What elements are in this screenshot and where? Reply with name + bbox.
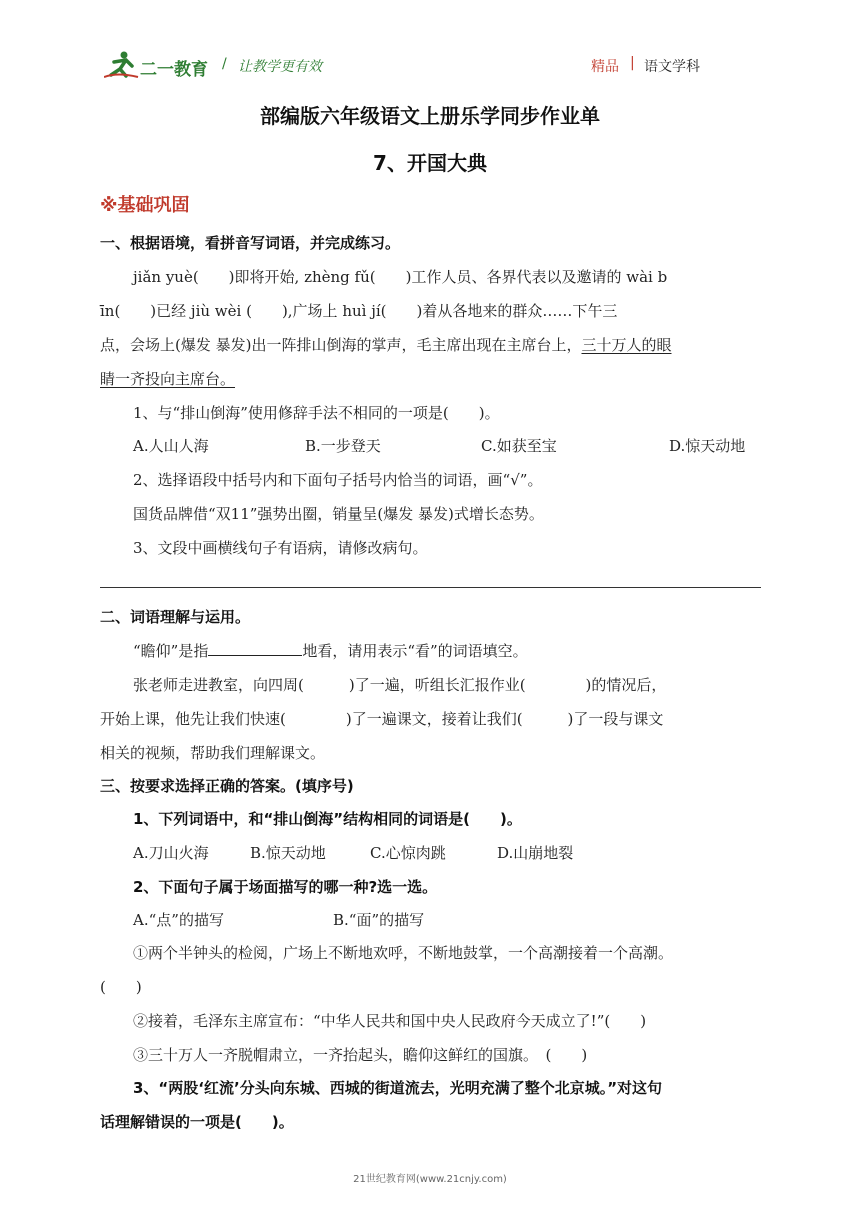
quality-badge: 精品 bbox=[591, 59, 619, 75]
q3-sub1-option-a: A.刀山火海 bbox=[133, 844, 209, 862]
q1-option-a: A.人山人海 bbox=[133, 437, 209, 455]
q3-sub2-option-b: B.“面”的描写 bbox=[333, 911, 425, 929]
q1-option-d: D.惊天动地 bbox=[669, 437, 746, 455]
q1-paragraph-line-3 bbox=[100, 334, 672, 355]
slogan-divider: / bbox=[222, 56, 227, 72]
q1-option-c: C.如获至宝 bbox=[481, 437, 557, 455]
q2-passage-line-2: 开始上课，他先让我们快速( )了一遍课文，接着让我们( )了一段与课文 bbox=[100, 710, 664, 728]
q1-sub3: 3、文段中画横线句子有语病，请修改病句。 bbox=[133, 539, 428, 557]
q1-sub2-sentence: 国货品牌借“双11”强势出圈，销量呈(爆发 暴发)式增长态势。 bbox=[133, 505, 544, 523]
q1-heading: 一、根据语境，看拼音写词语，并完成练习。 bbox=[100, 234, 401, 252]
q1-underlined-sentence-b: 睛一齐投向主席台。 bbox=[100, 370, 236, 388]
q3-sub2-option-a: A.“点”的描写 bbox=[133, 911, 224, 929]
logo bbox=[104, 50, 214, 80]
q3-sub1-option-d: D.山崩地裂 bbox=[497, 844, 574, 862]
q3-sub1-option-c: C.心惊肉跳 bbox=[370, 844, 446, 862]
q2-definition-end: 地看，请用表示“看”的词语填空。 bbox=[302, 642, 528, 660]
section-heading: ※基础巩固 bbox=[100, 195, 190, 216]
q3-sub3-line-2: 话理解错误的一项是( )。 bbox=[100, 1113, 294, 1131]
q3-item-1-answer: ( ) bbox=[100, 978, 142, 996]
q1-sub2: 2、选择语段中括号内和下面句子括号内恰当的词语，画“√”。 bbox=[133, 471, 543, 489]
q3-item-3: ③三十万人一齐脱帽肃立，一齐抬起头，瞻仰这鲜红的国旗。 ( ) bbox=[133, 1046, 588, 1064]
slogan: 让教学更有效 bbox=[238, 59, 322, 75]
footer: 21世纪教育网(www.21cnjy.com) bbox=[353, 1174, 507, 1185]
q3-sub1: 1、下列词语中，和“排山倒海”结构相同的词语是( )。 bbox=[133, 810, 522, 828]
q2-fill-blank bbox=[208, 641, 302, 656]
q1-paragraph-line-1: jiǎn yuè( )即将开始, zhèng fǔ( )工作人员、各界代表以及邀请的 wài b bbox=[133, 268, 668, 286]
q2-heading: 二、词语理解与运用。 bbox=[100, 608, 251, 626]
q3-sub3-line-1: 3、“两股‘红流’分头向东城、西城的街道流去，光明充满了整个北京城。”对这句 bbox=[133, 1079, 663, 1097]
subject-label: 语文学科 bbox=[644, 59, 700, 75]
q1-option-b: B.一步登天 bbox=[305, 437, 381, 455]
q1-paragraph-text: 点，会场上(爆发 暴发)出一阵排山倒海的掌声，毛主席出现在主席台上， bbox=[100, 336, 582, 354]
lesson-title: 7、开国大典 bbox=[373, 151, 487, 175]
q2-passage-line-1: 张老师走进教室，向四周( )了一遍，听组长汇报作业( )的情况后， bbox=[133, 676, 667, 694]
logo-text: 二一教育 bbox=[140, 60, 208, 80]
q3-sub2: 2、下面句子属于场面描写的哪一种?选一选。 bbox=[133, 878, 438, 896]
q2-definition-line bbox=[133, 640, 528, 661]
q2-passage-line-3: 相关的视频，帮助我们理解课文。 bbox=[100, 744, 326, 762]
answer-line bbox=[100, 587, 761, 588]
q3-heading: 三、按要求选择正确的答案。(填序号) bbox=[100, 777, 354, 795]
q1-sub1: 1、与“排山倒海”使用修辞手法不相同的一项是( )。 bbox=[133, 404, 500, 422]
page-title: 部编版六年级语文上册乐学同步作业单 bbox=[260, 104, 600, 128]
q1-paragraph-line-2: īn( )已经 jiù wèi ( ),广场上 huì jí( )着从各地来的群众……下午三 bbox=[100, 302, 618, 320]
q1-underlined-sentence-a: 三十万人的眼 bbox=[581, 336, 672, 354]
q2-definition-start: “瞻仰”是指 bbox=[133, 642, 209, 660]
q3-item-2: ②接着，毛泽东主席宣布：“中华人民共和国中央人民政府今天成立了!”( ) bbox=[133, 1012, 647, 1030]
header-divider: | bbox=[630, 55, 635, 71]
q3-sub1-option-b: B.惊天动地 bbox=[250, 844, 326, 862]
q3-item-1: ①两个半钟头的检阅，广场上不断地欢呼，不断地鼓掌，一个高潮接着一个高潮。 bbox=[133, 944, 674, 962]
runner-logo-icon bbox=[104, 50, 140, 80]
